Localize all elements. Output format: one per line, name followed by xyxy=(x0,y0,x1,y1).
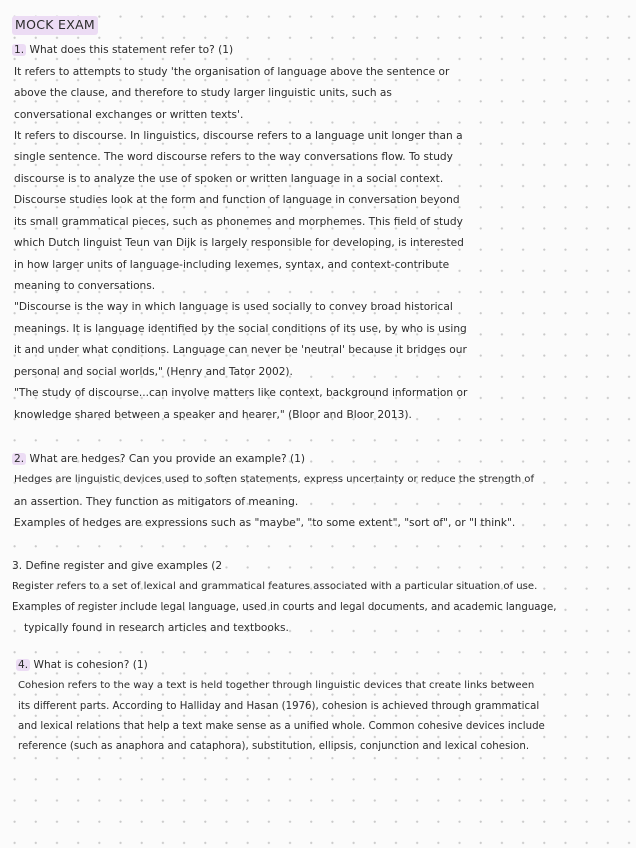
answer-line: above the clause, and therefore to study larger linguistic units, such as xyxy=(14,87,392,99)
answer-line: which Dutch linguist Teun van Dijk is largely responsible for developing, is interested xyxy=(14,237,464,249)
question-number: 1. xyxy=(14,44,25,56)
answer-line: Cohesion refers to the way a text is held together through linguistic devices that create links between xyxy=(18,680,535,691)
answer-line: in how larger units of language-including lexemes, syntax, and context-contribute xyxy=(14,259,450,271)
answer-line: It refers to attempts to study 'the organisation of language above the sentence or xyxy=(14,66,450,78)
question-number: 3. xyxy=(12,560,23,572)
question-number: 4. xyxy=(18,659,29,671)
answer-line: "Discourse is the way in which language is used socially to convey broad historical xyxy=(14,301,453,313)
question-text: Define register and give examples (2 xyxy=(25,560,223,572)
answer-line: Hedges are linguistic devices used to soften statements, express uncertainty or reduce the strength of xyxy=(14,474,535,485)
question-4-heading xyxy=(16,656,148,674)
answer-line: It refers to discourse. In linguistics, discourse refers to a language unit longer than a xyxy=(14,130,463,142)
answer-line: Discourse studies look at the form and function of language in conversation beyond xyxy=(14,194,460,206)
answer-line: conversational exchanges or written texts'. xyxy=(14,109,244,121)
question-2-heading xyxy=(12,450,305,468)
answer-line: its different parts. According to Halliday and Hasan (1976), cohesion is achieved through grammatical xyxy=(18,701,540,712)
answer-line: Examples of hedges are expressions such as "maybe", "to some extent", "sort of", or "I think". xyxy=(14,517,516,529)
question-text: What does this statement refer to? (1) xyxy=(29,44,234,56)
answer-line: reference (such as anaphora and cataphora), substitution, ellipsis, conjunction and lexical cohesion. xyxy=(18,741,530,752)
answer-line: "The study of discourse...can involve matters like context, background information or xyxy=(14,387,468,399)
page-title: MOCK EXAM xyxy=(12,16,98,35)
answer-line: meanings. It is language identified by the social conditions of its use, by who is using xyxy=(14,323,467,335)
answer-line: personal and social worlds," (Henry and Tator 2002). xyxy=(14,366,293,378)
answer-line: meaning to conversations. xyxy=(14,280,156,292)
answer-line: typically found in research articles and textbooks. xyxy=(24,622,289,634)
answer-line: knowledge shared between a speaker and hearer," (Bloor and Bloor 2013). xyxy=(14,409,412,421)
answer-line: it and under what conditions. Language can never be 'neutral' because it bridges our xyxy=(14,344,467,356)
answer-line: Examples of register include legal language, used in courts and legal documents, and academic language, xyxy=(12,602,557,613)
answer-line: its small grammatical pieces, such as phonemes and morphemes. This field of study xyxy=(14,216,463,228)
question-text: What are hedges? Can you provide an example? (1) xyxy=(29,453,306,465)
answer-line: Register refers to a set of lexical and grammatical features associated with a particular situation of use. xyxy=(12,581,538,592)
answer-line: discourse is to analyze the use of spoken or written language in a social context. xyxy=(14,173,444,185)
question-number: 2. xyxy=(14,453,25,465)
question-text: What is cohesion? (1) xyxy=(33,659,148,671)
answer-line: an assertion. They function as mitigators of meaning. xyxy=(14,496,299,508)
question-1-heading xyxy=(12,41,233,59)
answer-line: and lexical relations that help a text make sense as a unified whole. Common cohesive devices include xyxy=(18,721,545,732)
question-3-heading xyxy=(12,557,222,575)
answer-line: single sentence. The word discourse refers to the way conversations flow. To study xyxy=(14,151,453,163)
